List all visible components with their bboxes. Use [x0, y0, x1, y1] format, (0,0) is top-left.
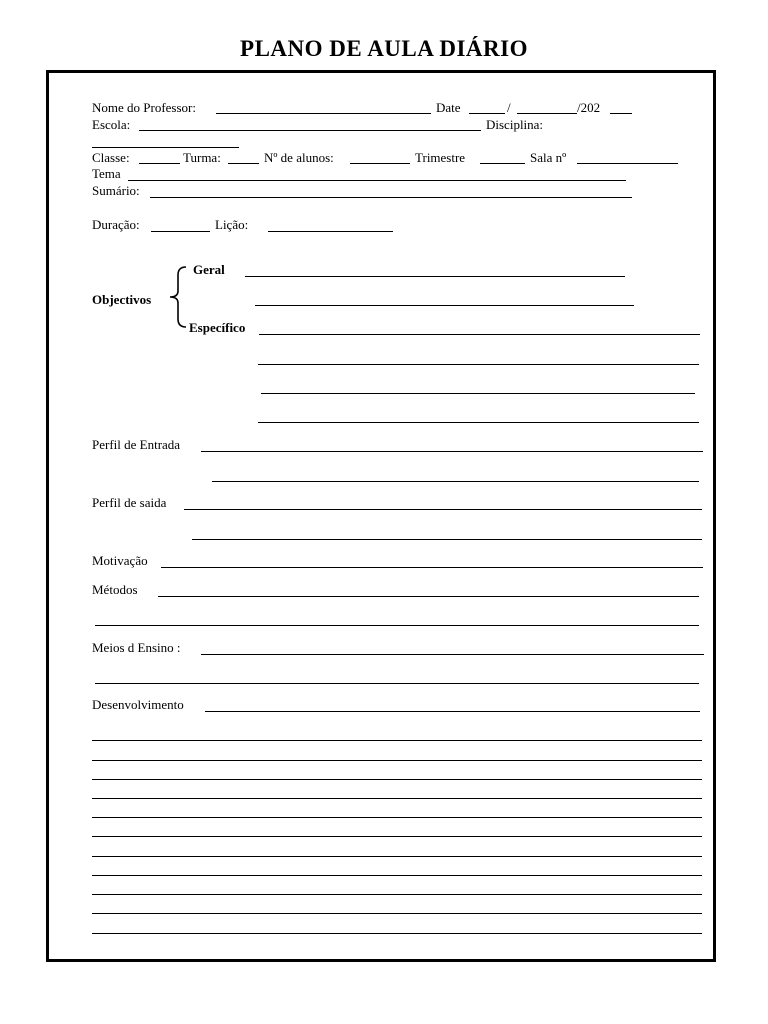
desenvolvimento-line[interactable]	[92, 933, 702, 934]
desenvolvimento-line[interactable]	[92, 760, 702, 761]
licao-label: Lição:	[215, 217, 249, 232]
alunos-field[interactable]	[350, 163, 410, 164]
perfil-saida-field-2[interactable]	[192, 539, 702, 540]
geral-label: Geral	[193, 262, 225, 277]
date-separator: /	[507, 100, 511, 115]
turma-label: Turma:	[183, 150, 221, 165]
meios-ensino-field-2[interactable]	[95, 683, 699, 684]
desenvolvimento-line[interactable]	[92, 817, 702, 818]
desenvolvimento-line[interactable]	[92, 913, 702, 914]
page-title: PLANO DE AULA DIÁRIO	[240, 36, 528, 61]
metodos-label: Métodos	[92, 582, 138, 597]
professor-label: Nome do Professor:	[92, 100, 196, 115]
tema-field[interactable]	[128, 180, 626, 181]
date-day-field[interactable]	[469, 113, 505, 114]
turma-field[interactable]	[228, 163, 259, 164]
trimestre-field[interactable]	[480, 163, 525, 164]
form-frame	[46, 70, 716, 962]
motivacao-field[interactable]	[161, 567, 703, 568]
date-year-field[interactable]	[610, 113, 632, 114]
perfil-saida-field-1[interactable]	[184, 509, 702, 510]
especifico-field-4[interactable]	[258, 422, 699, 423]
geral-field-1[interactable]	[245, 276, 625, 277]
especifico-label: Específico	[189, 320, 246, 335]
desenvolvimento-line[interactable]	[92, 779, 702, 780]
classe-label: Classe:	[92, 150, 130, 165]
trimestre-label: Trimestre	[415, 150, 466, 165]
disciplina-label: Disciplina:	[486, 117, 544, 132]
meios-ensino-label: Meios d Ensino :	[92, 640, 181, 655]
especifico-field-1[interactable]	[259, 334, 700, 335]
perfil-saida-label: Perfil de saida	[92, 495, 167, 510]
desenvolvimento-line[interactable]	[92, 894, 702, 895]
especifico-field-2[interactable]	[258, 364, 699, 365]
alunos-label: Nº de alunos:	[264, 150, 334, 165]
metodos-field-2[interactable]	[95, 625, 699, 626]
sala-label: Sala nº	[530, 150, 567, 165]
desenvolvimento-line[interactable]	[92, 836, 702, 837]
desenvolvimento-line[interactable]	[92, 875, 702, 876]
metodos-field-1[interactable]	[158, 596, 699, 597]
professor-field[interactable]	[216, 113, 431, 114]
sumario-label: Sumário:	[92, 183, 140, 198]
disciplina-field[interactable]	[92, 147, 239, 148]
especifico-field-3[interactable]	[261, 393, 695, 394]
desenvolvimento-line[interactable]	[92, 740, 702, 741]
brace-icon	[166, 265, 188, 329]
meios-ensino-field-1[interactable]	[201, 654, 704, 655]
desenvolvimento-line[interactable]	[92, 798, 702, 799]
escola-label: Escola:	[92, 117, 131, 132]
desenvolvimento-line[interactable]	[92, 856, 702, 857]
perfil-entrada-field-1[interactable]	[201, 451, 703, 452]
tema-label: Tema	[92, 166, 121, 181]
sala-field[interactable]	[577, 163, 678, 164]
duracao-field[interactable]	[151, 231, 210, 232]
geral-field-2[interactable]	[255, 305, 634, 306]
sumario-field[interactable]	[150, 197, 632, 198]
desenvolvimento-label: Desenvolvimento	[92, 697, 184, 712]
date-label: Date	[436, 100, 461, 115]
perfil-entrada-field-2[interactable]	[212, 481, 699, 482]
objectivos-label: Objectivos	[92, 292, 152, 307]
duracao-label: Duração:	[92, 217, 140, 232]
motivacao-label: Motivação	[92, 553, 148, 568]
escola-field[interactable]	[139, 130, 481, 131]
date-year-prefix: /202	[577, 100, 601, 115]
perfil-entrada-label: Perfil de Entrada	[92, 437, 181, 452]
date-month-field[interactable]	[517, 113, 577, 114]
classe-field[interactable]	[139, 163, 180, 164]
desenvolvimento-field-1[interactable]	[205, 711, 700, 712]
licao-field[interactable]	[268, 231, 393, 232]
